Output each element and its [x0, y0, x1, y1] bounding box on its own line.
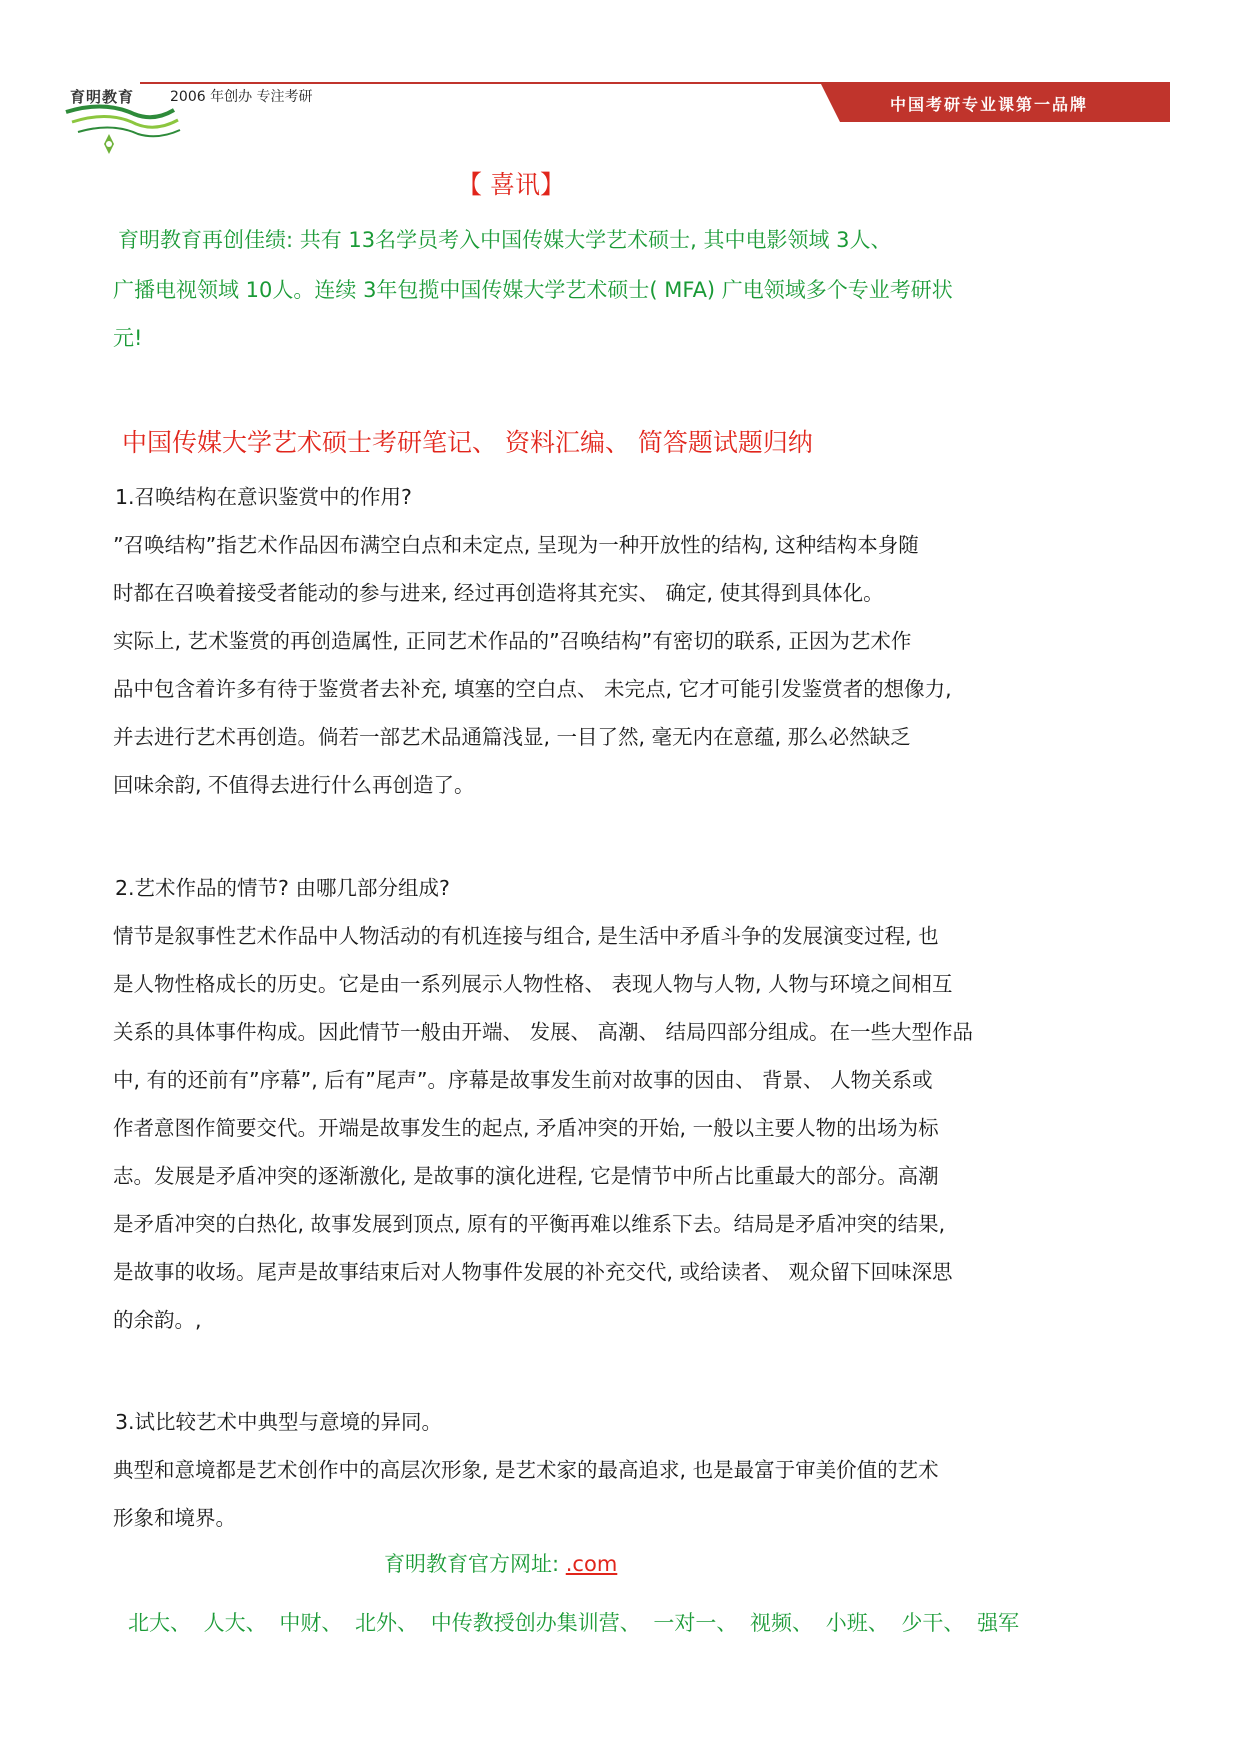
body-line: 时都在召唤着接受者能动的参与进来, 经过再创造将其充实、 确定, 使其得到具体化。 — [113, 581, 884, 605]
question-heading: 3.试比较艺术中典型与意境的异同。 — [115, 1410, 443, 1434]
body-line: 作者意图作简要交代。开端是故事发生的起点, 矛盾冲突的开始, 一般以主要人物的出场为标 — [113, 1116, 939, 1140]
footer-program-list: 北大、 人大、 中财、 北外、 中传教授创办集训营、 一对一、 视频、 小班、 少干、 强军 — [128, 1611, 1020, 1635]
body-line: 并去进行艺术再创造。倘若一部艺术品通篇浅显, 一目了然, 毫无内在意蕴, 那么必然缺乏 — [113, 725, 911, 749]
footer-url-label: 育明教育官方网址: — [384, 1552, 566, 1576]
body-line: 实际上, 艺术鉴赏的再创造属性, 正同艺术作品的”召唤结构”有密切的联系, 正因为艺术作 — [113, 629, 912, 653]
body-line: 典型和意境都是艺术创作中的高层次形象, 是艺术家的最高追求, 也是最富于审美价值的艺术 — [113, 1458, 939, 1482]
news-line: 广播电视领域 10人。连续 3年包揽中国传媒大学艺术硕士( MFA) 广电领域多个专业考研状 — [113, 278, 953, 302]
logo-text: 育明教育 — [70, 88, 135, 106]
body-line: 中, 有的还前有”序幕”, 后有”尾声”。序幕是故事发生前对故事的因由、 背景、 人物关系或 — [113, 1068, 933, 1092]
header-slogan: 2006 年创办 专注考研 — [170, 89, 313, 105]
body-line: 是人物性格成长的历史。它是由一系列展示人物性格、 表现人物与人物, 人物与环境之间相互 — [113, 972, 953, 996]
news-line: 育明教育再创佳绩: 共有 13名学员考入中国传媒大学艺术硕士, 其中电影领域 3人、 — [118, 228, 892, 252]
website-link[interactable]: .com — [565, 1552, 618, 1576]
body-line: ”召唤结构”指艺术作品因布满空白点和未定点, 呈现为一种开放性的结构, 这种结构本身随 — [113, 533, 919, 557]
question-heading: 1.召唤结构在意识鉴赏中的作用? — [115, 485, 412, 509]
body-line: 的余韵。, — [113, 1308, 202, 1332]
body-line: 是矛盾冲突的白热化, 故事发展到顶点, 原有的平衡再难以维系下去。结局是矛盾冲突的结果, — [113, 1212, 946, 1236]
footer-url — [384, 1548, 617, 1578]
body-line: 情节是叙事性艺术作品中人物活动的有机连接与组合, 是生活中矛盾斗争的发展演变过程, 也 — [113, 924, 939, 948]
body-line: 关系的具体事件构成。因此情节一般由开端、 发展、 高潮、 结局四部分组成。在一些大型作品 — [113, 1020, 974, 1044]
section-title: 中国传媒大学艺术硕士考研笔记、 资料汇编、 简答题试题归纳 — [122, 428, 813, 457]
news-title: 【 喜讯】 — [457, 170, 565, 199]
question-heading: 2.艺术作品的情节? 由哪几部分组成? — [115, 876, 450, 900]
body-line: 是故事的收场。尾声是故事结束后对人物事件发展的补充交代, 或给读者、 观众留下回味深思 — [113, 1260, 953, 1284]
body-line: 形象和境界。 — [113, 1506, 236, 1530]
body-line: 志。发展是矛盾冲突的逐渐激化, 是故事的演化进程, 它是情节中所占比重最大的部分。高潮 — [113, 1164, 939, 1188]
body-line: 回味余韵, 不值得去进行什么再创造了。 — [113, 773, 475, 797]
banner-slogan: 中国考研专业课第一品牌 — [890, 95, 1089, 114]
body-line: 品中包含着许多有待于鉴赏者去补充, 填塞的空白点、 未完点, 它才可能引发鉴赏者的想像力, — [113, 677, 952, 701]
news-line: 元! — [113, 326, 143, 350]
